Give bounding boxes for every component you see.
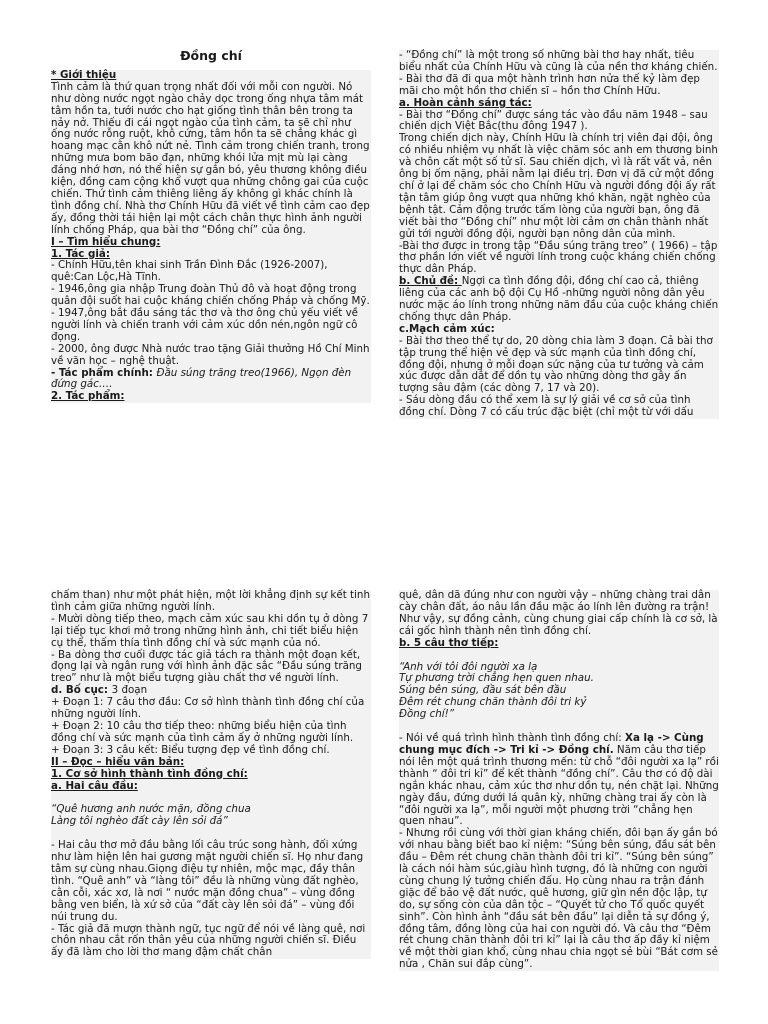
flow-text-2: - Sáu dòng đầu có thể xem là sự lý giải về cơ sở của tình đồng chí. Dòng 7 có cấu trúc đặc biệt (chỉ một từ với dấu: [399, 394, 694, 419]
section1-heading-text: I – Tìm hiểu chung:: [51, 235, 161, 248]
works-line: [51, 368, 371, 392]
page2-left-block: [51, 590, 371, 959]
page1-left-column: [51, 44, 371, 403]
first-two-heading: [51, 781, 371, 793]
work-heading: [51, 391, 371, 403]
flow-paragraph: [399, 733, 719, 828]
intro-block: [51, 70, 371, 403]
author-item-2: - 1946,ông gia nhập Trung đoàn Thủ đô và hoạt động trong quân đội suốt hai cuộc kháng chiến chống Pháp và chống Mỹ.: [51, 283, 370, 308]
part-3: + Đoạn 3: 3 câu kết: Biểu tượng đẹp về tình đồng chí.: [51, 743, 330, 756]
flow-intro: - Nói về quá trình hình thành tình đồng chí:: [399, 732, 626, 745]
author-item-1: - Chính Hữu,tên khai sinh Trần Đình Đắc (1926-2007), quê:Can Lộc,Hà Tĩnh.: [51, 259, 328, 284]
theme-text: Ngợi ca tình đồng đội, đồng chí cao cả, thiêng liêng của các anh bộ đội Cụ Hồ -những người nông dân yêu nước mặc áo lính trong những năm đầu của cuộc kháng chiến chống thực dân Pháp.: [399, 275, 719, 323]
first-two-heading-text: a. Hai câu đầu:: [51, 779, 138, 792]
five-heading: [399, 638, 719, 650]
works-text: Đầu súng trăng treo(1966), Ngọn đèn đứng gác….: [51, 366, 352, 391]
document-page-1: [0, 44, 768, 494]
work-block: [399, 50, 719, 419]
analysis-1: - Hai câu thơ mở đầu bằng lối câu trúc song hành, đối xứng như làm hiện lên hai gương mặt người chiến sĩ. Họ như đang tâm sự cùng nhau.Giọng điệu tự nhiên, mộc mạc, đầy thân tình. “Quê anh” và “làng tôi” đều là những vùng đất nghèo, cằn cỗi, xác xơ, là nơi “ nước mặn đồng chua” – vùng đồng bằng ven biển, là xứ sở của “đất cày lên sỏi đá” – vùng đồi núi trung du.: [51, 839, 364, 923]
layout-text: 3 đoạn: [111, 684, 148, 697]
work-para-1: - “Đồng chí” là một trong số những bài thơ hay nhất, tiêu biểu nhất của Chính Hữu và cũng là của nền thơ kháng chiến.: [399, 49, 718, 73]
p2-right-para-2: - Nhưng rồi cùng với thời gian kháng chiến, đôi bạn ấy gắn bó với nhau bằng biết bao kỉ niệm: “Súng bên súng, đầu sát bên đầu – Đêm rét chung chăn thành đôi tri kỉ”. “Súng bên súng” là cách nói hàm súc,giàu hình tượng, đó là những con người cùng chung lý tưởng chiến đấu. Họ cùng nhau ra trận đánh giặc để bảo vệ đất nước, quê hương, giữ gìn nền độc lập, tự do, sự sống còn của dân tộc – “Quyết tử cho Tổ quốc quyết sinh”. Còn hình ảnh “đầu sát bên đầu” lại diễn tả sự đồng ý, đồng tâm, đồng lòng của hai con người đó. Và câu thơ “Đêm rét chung chăn thành đôi tri kỉ” lại là câu thơ ấp đầy kỉ niệm về một thời gian khổ, cùng nhau chia ngọt sẻ bùi “Bát cơm sẻ nửa , Chăn sui đắp cùng”.: [399, 827, 719, 971]
theme-label: b. Chủ đề:: [399, 275, 462, 288]
work-heading-text: 2. Tác phẩm:: [51, 390, 125, 403]
author-heading-text: 1. Tác giả:: [51, 247, 110, 260]
context-text-2: -Bài thơ được in trong tập “Đầu súng trăng treo” ( 1966) – tập thơ phần lớn viết về người lính trong cuộc kháng chiến chống thực dân Pháp.: [399, 239, 718, 276]
flow-text: - Bài thơ theo thể tự do, 20 dòng chia làm 3 đoạn. Cả bài thơ tập trung thể hiện vẻ đẹp và sức mạnh của tình đồng chí, đồng đội, nhưng ở mỗi đoạn sức nặng của tư tưởng và cảm xúc được dẫn dắt để dồn tụ vào những dòng thơ gây ấn tượng sâu đậm (các dòng 7, 17 và 20).: [399, 334, 713, 395]
flow-heading: c.Mạch cảm xúc:: [399, 322, 495, 335]
intro-paragraph: Tình cảm là thứ quan trọng nhất đối với mỗi con người. Nó như dòng nước ngọt ngào chảy dọc trong ống nhựa tâm mát tâm hồn ta, tưới nước cho hạt giống tình thân bên trong ta nảy nở. Thiếu đi cái ngọt ngào của tình cảm, ta sẽ chỉ như ống nước rỗng ruột, khô cứng, tâm hồn ta sẽ chẳng khác gì hoang mạc cằn khô nứt nẻ. Tình cảm trong chiến tranh, trong những mưa bom bão đạn, những khói lửa mịt mù lại càng đáng nhớ hơn, nó thể hiện sự gắn bó, yêu thương không điều kiện, đồng cam cộng khổ vượt qua những chông gai của cuộc chiến. Thứ tình cảm thiêng liêng ấy không gì khác chính là tình đồng chí. Nhà thơ Chính Hữu đã viết về tình cảm cao đẹp ấy, đồng thời tái hiện lại một cách chân thực hình ảnh người lính chống Pháp, qua bài thơ “Đồng chí” của ông.: [51, 80, 370, 236]
verse-1: “Quê hương anh nước mặn, đồng chua Làng tôi nghèo đất cày lên sỏi đá”: [51, 803, 251, 828]
section2-heading-text: II – Đọc – hiểu văn bản:: [51, 755, 185, 768]
verse-2: “Anh với tôi đôi người xa lạ Tự phương trời chẳng hẹn quen nhau. Súng bên súng, đầu sát bên đầu Đêm rét chung chăn thành đôi tri kỷ Đồng chí!”: [399, 660, 594, 721]
document-title: Đồng chí: [180, 48, 242, 63]
page2-right-column: [399, 590, 719, 971]
author-item-3: - 1947,ông bắt đầu sáng tác thơ và thơ ông chủ yếu viết về người lính và chiến tranh với cảm xúc dồn nén,ngôn ngữ cô đọng.: [51, 307, 359, 343]
basis-heading-text: 1. Cơ sở hình thành tình đồng chí:: [51, 767, 248, 780]
flow-bold: Xa lạ -> Cùng chung mục đích -> Tri kỉ -> Đồng chí.: [399, 732, 704, 756]
theme-line: [399, 276, 719, 324]
p2-left-para-3: - Ba dòng thơ cuối được tác giả tách ra thành một đoạn kết, đọng lại và ngân rung với hình ảnh đặc sắc “Đầu súng trăng treo” như là một biểu tượng giàu chất thơ về người lính.: [51, 648, 362, 685]
part-1: + Đoạn 1: 7 câu thơ đầu: Cơ sở hình thành tình đồng chí của những người lính.: [51, 696, 365, 721]
part-2: + Đoạn 2: 10 câu thơ tiếp theo: những biểu hiện của tình đồng chí và sức mạnh của tình cảm ấy ở những người lính.: [51, 719, 354, 744]
five-heading-text: b. 5 câu thơ tiếp:: [399, 636, 499, 649]
document-page-2: [0, 590, 768, 1024]
layout-label: d. Bố cục:: [51, 684, 112, 697]
context-heading: [399, 98, 719, 110]
page2-right-block: [399, 590, 719, 971]
page2-left-column: [51, 590, 371, 959]
works-label: - Tác phẩm chính:: [51, 366, 157, 379]
p2-right-para-1: quê, dân dã đúng như con người vậy – những chàng trai dân cày chân đất, áo nâu lần đầu mặc áo lính lên đường ra trận! Như vậy, sự đồng cảnh, cùng chung giai cấp chính là cơ sở, là cái gốc hình thành nên tình đồng chí.: [399, 589, 718, 637]
p2-left-para-2: - Mười dòng tiếp theo, mạch cảm xúc sau khi dồn tụ ở dòng 7 lại tiếp tục khơi mở trong những hình ảnh, chi tiết biểu hiện cụ thể, thấm thía tình đồng chí và sức mạnh của nó.: [51, 612, 369, 649]
flow-rest: Năm câu thơ tiếp nói lên một quá trình thương mến: từ chỗ “đôi người xa lạ” rồi thành “ đôi tri kỉ” để kết thành “đồng chí”. Câu thơ có độ dài ngắn khác nhau, cảm xúc thơ như dồn tụ, nén chặt lại. Những ngày đầu, đứng dưới lá quân kỳ, những chàng trai ấy còn là “đôi người xa lạ”, mỗi người một phương trời “chẳng hẹn quen nhau”.: [399, 743, 719, 828]
work-para-2: - Bài thơ đã đi qua một hành trình hơn nửa thế kỷ làm đẹp mãi cho một hồn thơ chiến sĩ – hồn thơ Chính Hữu.: [399, 72, 700, 97]
author-item-4: - 2000, ông được Nhà nước trao tặng Giải thưởng Hồ Chí Minh về văn học – nghệ thuật.: [51, 342, 370, 367]
context-heading-text: a. Hoàn cảnh sáng tác:: [399, 96, 532, 109]
p2-left-para-1: chấm than) như một phát hiện, một lời khẳng định sự kết tinh tình cảm giữa những người lính.: [51, 589, 370, 613]
page1-right-column: [399, 44, 719, 419]
context-text: - Bài thơ “Đồng chí” được sáng tác vào đầu năm 1948 – sau chiến dịch Việt Bắc(thu đông 1947 ). Trong chiến dịch này, Chính Hữu là chính trị viên đại đội, ông có nhiều nhiệm vụ nhất là việc chăm sóc anh em thương binh và chôn cất một số tử sĩ. Sau chiến dịch, vì là rất vất vả, nên ông bị ốm nặng, phải nằm lại điều trị. Đơn vị đã cử một đồng chí ở lại để chăm sóc cho Chính Hữu và người đồng đội ấy rất tận tâm giúp ông vượt qua những khó khăn, ngặt nghèo của bệnh tật. Cảm động trước tấm lòng của người bạn, ông đã viết bài thơ “Đồng chí” như một lời cảm ơn chân thành nhất gửi tới người đồng đội, người bạn nông dân của mình.: [399, 108, 718, 240]
analysis-2: - Tác giả đã mượn thành ngữ, tục ngữ để nói về làng quê, nơi chôn nhau cắt rốn thân yêu của những người chiến sĩ. Điều ấy đã làm cho lời thơ mang đậm chất chân: [51, 922, 366, 959]
intro-heading: * Giới thiệu: [51, 68, 117, 81]
